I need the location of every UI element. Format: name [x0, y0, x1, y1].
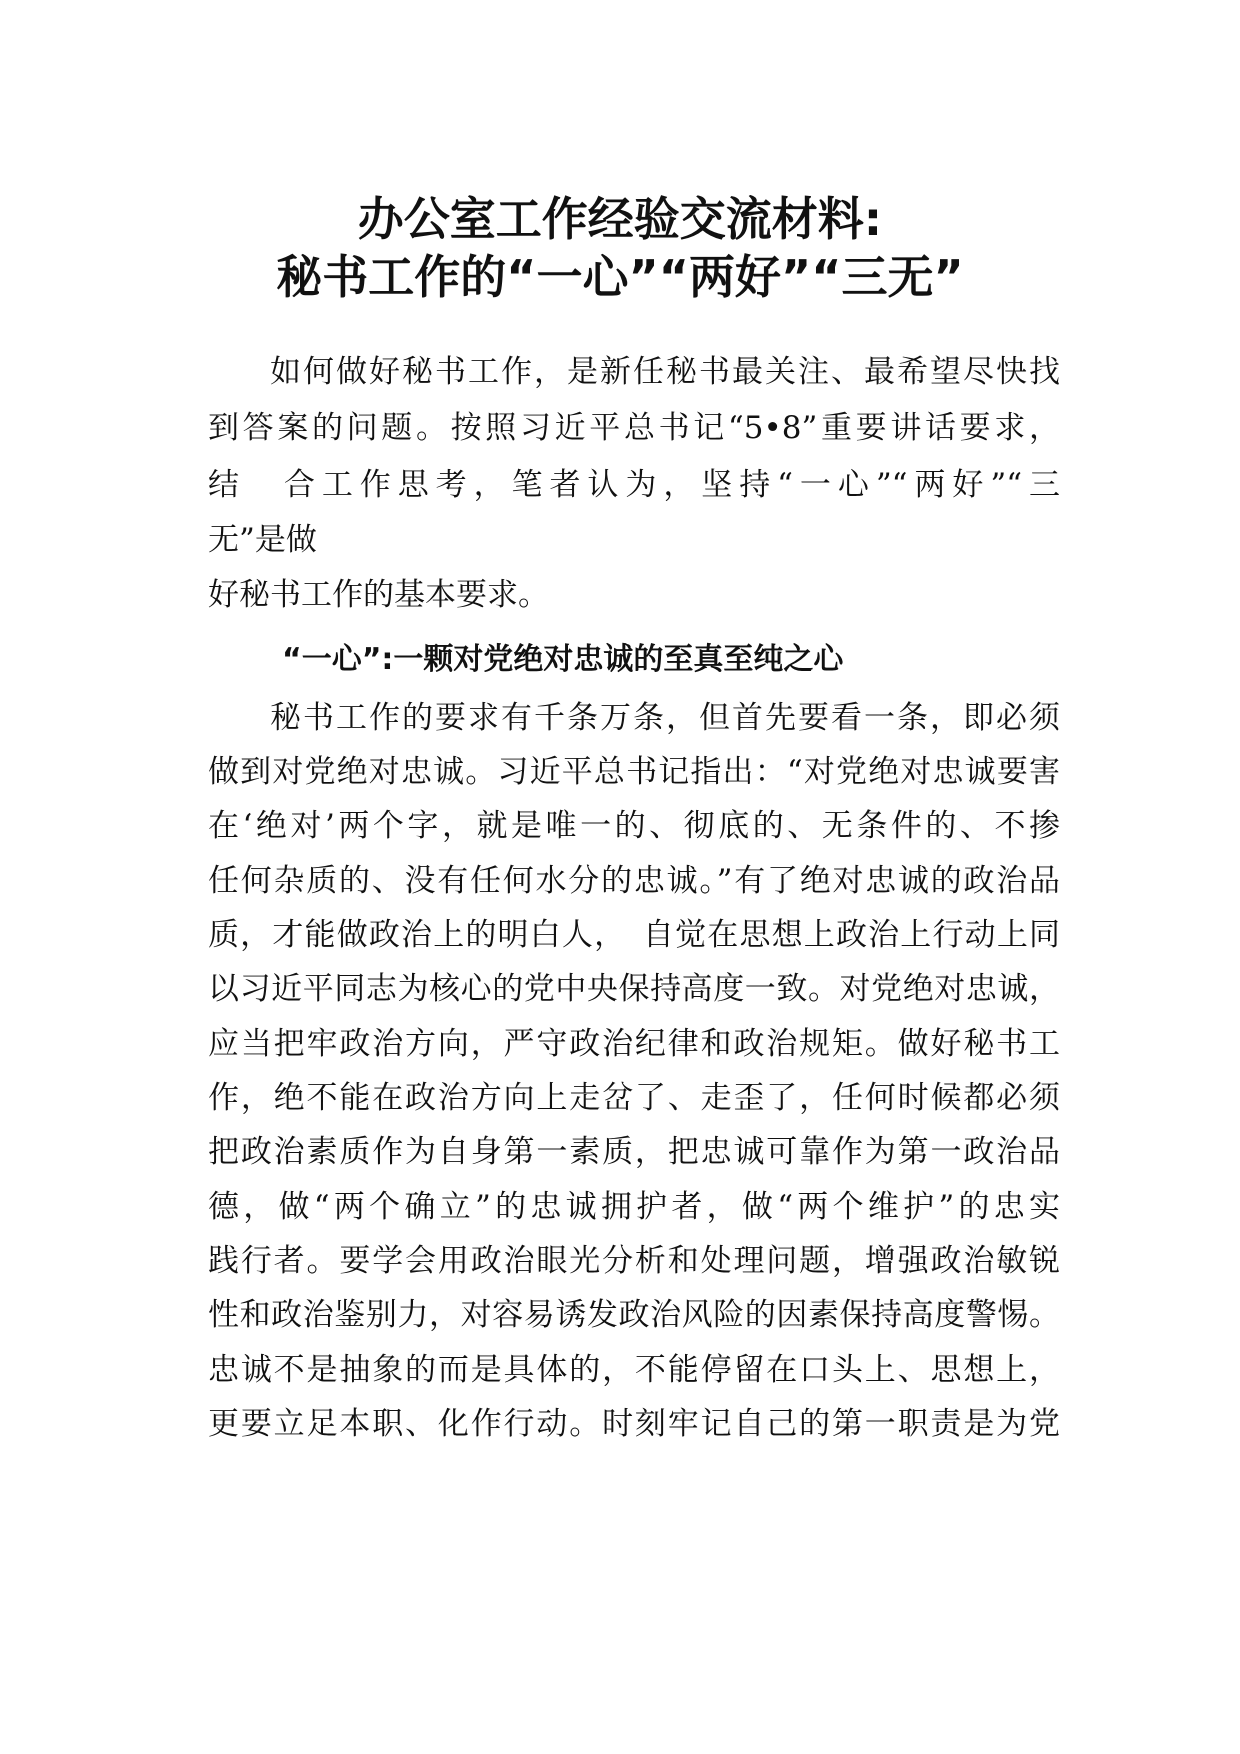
paragraph-line: 忠诚不是抽象的而是具体的，不能停留在口头上、思想上，	[208, 1352, 1060, 1388]
paragraph-line: 把政治素质作为自身第一素质，把忠诚可靠作为第一政治品	[208, 1134, 1060, 1170]
paragraph-line: 以习近平同志为核心的党中央保持高度一致。对党绝对忠诚，	[208, 971, 1060, 1007]
paragraph-line: 如何做好秘书工作，是新任秘书最关注、最希望尽快找	[270, 354, 1060, 390]
paragraph-line: 德，做“两个确立”的忠诚拥护者，做“两个维护”的忠实	[208, 1189, 1060, 1225]
paragraph-line: 更要立足本职、化作行动。时刻牢记自己的第一职责是为党	[208, 1406, 1060, 1442]
paragraph-line: 作，绝不能在政治方向上走岔了、走歪了，任何时候都必须	[208, 1080, 1060, 1116]
paragraph-line: 应当把牢政治方向，严守政治纪律和政治规矩。做好秘书工	[208, 1026, 1060, 1062]
paragraph-line: 任何杂质的、没有任何水分的忠诚。”有了绝对忠诚的政治品	[208, 863, 1060, 899]
paragraph-line: 质，才能做政治上的明白人， 自觉在思想上政治上行动上同	[208, 917, 1060, 953]
paragraph-line: 做到对党绝对忠诚。习近平总书记指出：“对党绝对忠诚要害	[208, 754, 1060, 790]
paragraph-line: 结 合工作思考，笔者认为，坚持“一心”“两好”“三	[208, 467, 1060, 503]
paragraph-line: 无”是做	[208, 522, 317, 558]
paragraph-line: 好秘书工作的基本要求。	[208, 577, 549, 613]
paragraph-line: 到答案的问题。按照习近平总书记“5•8”重要讲话要求，	[208, 410, 1060, 446]
document-title-line-2: 秘书工作的“一心”“两好”“三无”	[276, 250, 964, 304]
document-title-line-1: 办公室工作经验交流材料:	[357, 192, 883, 246]
section-heading: “一心”:一颗对党绝对忠诚的至真至纯之心	[282, 642, 844, 677]
paragraph-line: 在‘绝对’两个字，就是唯一的、彻底的、无条件的、不掺	[208, 808, 1060, 844]
paragraph-line: 秘书工作的要求有千条万条，但首先要看一条，即必须	[270, 700, 1060, 736]
paragraph-line: 践行者。要学会用政治眼光分析和处理问题，增强政治敏锐	[208, 1243, 1060, 1279]
paragraph-line: 性和政治鉴别力，对容易诱发政治风险的因素保持高度警惕。	[208, 1297, 1060, 1333]
